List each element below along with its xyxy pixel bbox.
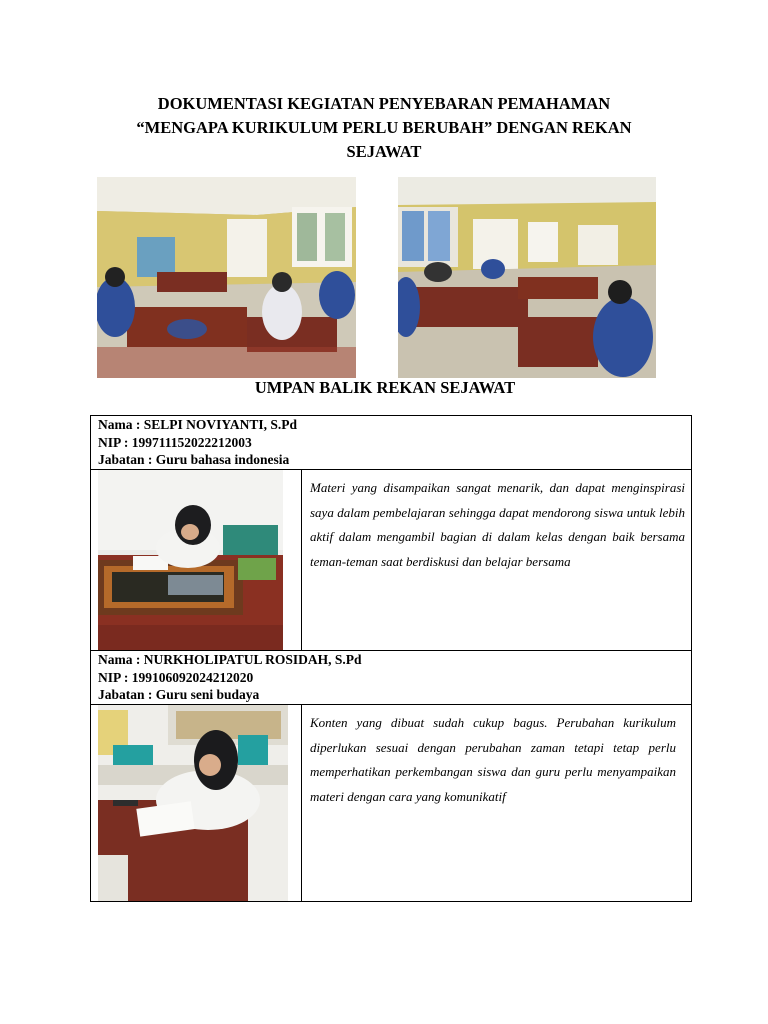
entry-2-info: [91, 651, 691, 704]
classroom-photo-left: [97, 177, 356, 378]
classroom-photo-right: [398, 177, 656, 378]
title-line-3: SEJAWAT: [346, 142, 422, 161]
entry-1-nip: NIP : 199711152022212003: [98, 434, 252, 450]
entry-2-photo: [98, 705, 288, 901]
entry-2-nip: NIP : 199106092024212020: [98, 669, 254, 685]
feedback-table: [90, 415, 692, 902]
entry-1-comment: Materi yang disampaikan sangat menarik, dan dapat menginspirasi saya dalam pembelajaran sehingga dapat mendorong siswa untuk lebih aktif dalam mengambil bagian di dalam kelas dengan baik bersama teman-teman saat berdiskusi dan belajar bersama: [310, 480, 685, 569]
entry-1-jabatan: Jabatan : Guru bahasa indonesia: [98, 452, 290, 467]
entry-2-comment: Konten yang dibuat sudah cukup bagus. Perubahan kurikulum diperlukan sesuai dengan perubahan zaman tetapi tetap perlu memperhatikan perkembangan siswa dan guru perlu menyampaikan materi dengan cara yang komunikatif: [310, 715, 676, 804]
column-divider: [301, 704, 302, 902]
column-divider: [301, 469, 302, 651]
section-heading: UMPAN BALIK REKAN SEJAWAT: [254, 378, 516, 397]
entry-1-nama: Nama : SELPI NOVIYANTI, S.Pd: [98, 417, 298, 432]
entry-1-info: [91, 416, 691, 469]
title-line-1: DOKUMENTASI KEGIATAN PENYEBARAN PEMAHAMAN: [157, 94, 611, 113]
entry-1-photo: [98, 470, 283, 650]
entry-2-jabatan: Jabatan : Guru seni budaya: [98, 687, 260, 702]
title-line-2: “MENGAPA KURIKULUM PERLU BERUBAH” DENGAN REKAN: [136, 118, 632, 137]
document-title: [100, 92, 668, 164]
entry-2-nama: Nama : NURKHOLIPATUL ROSIDAH, S.Pd: [98, 652, 362, 667]
